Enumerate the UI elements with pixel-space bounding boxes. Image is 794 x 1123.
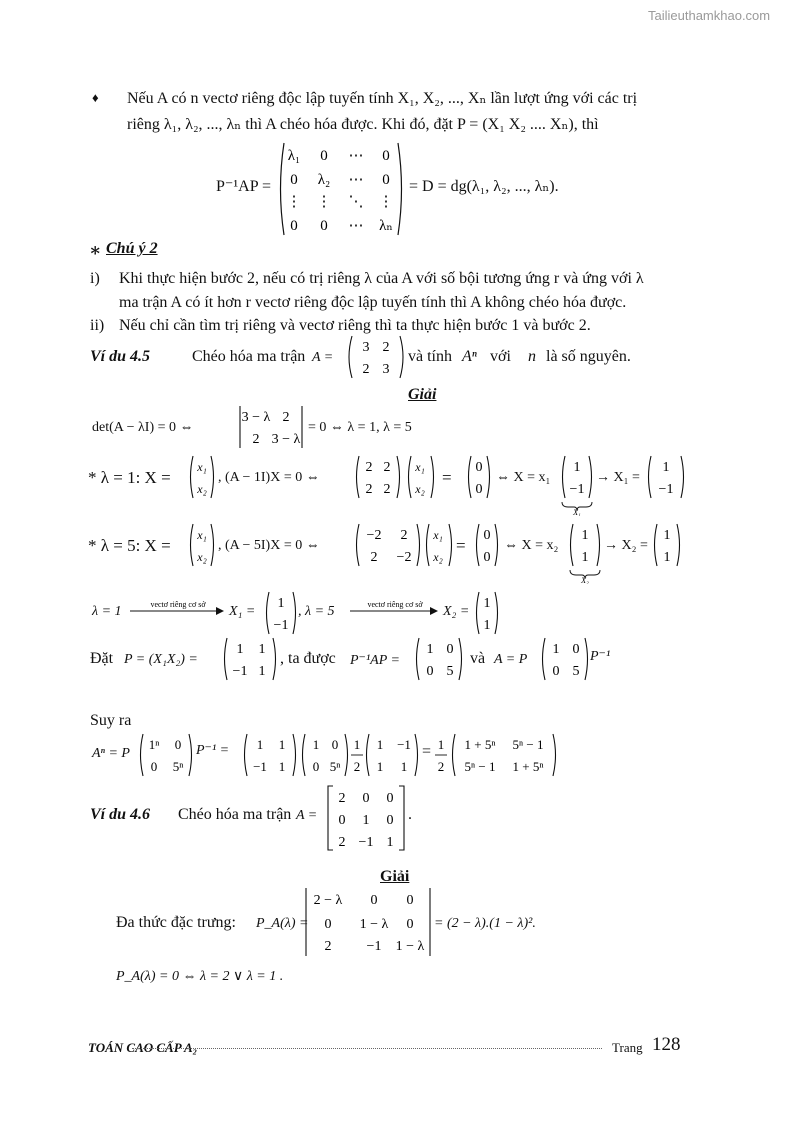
matrix-cell: −1 xyxy=(253,759,267,774)
vector-cell: x₁ xyxy=(415,460,425,474)
an-lhs: Aⁿ = P xyxy=(92,746,130,761)
matrix-cell: 2 xyxy=(362,362,370,377)
l1-arrow: → X₁ = xyxy=(596,470,640,485)
svg-text:1: 1 xyxy=(437,737,445,752)
ex45-n: n xyxy=(528,348,536,365)
matrix-cell: 0 xyxy=(426,664,434,679)
matrix-cell: −1 xyxy=(397,737,411,752)
basis-arrow1 xyxy=(130,598,226,618)
an-m2 xyxy=(242,732,298,778)
an-m4 xyxy=(364,732,420,778)
matrix-cell: 1ⁿ xyxy=(148,737,160,752)
basis-vec1 xyxy=(264,590,298,636)
solution2-title: Giải xyxy=(380,868,410,885)
vector-cell: −1 xyxy=(273,618,289,633)
matrix-cell: 0 xyxy=(150,759,158,774)
char-rhs: = (2 − λ).(1 − λ)². xyxy=(434,916,536,931)
dat-D2 xyxy=(540,636,590,682)
matrix-cell: 1 xyxy=(258,664,266,679)
matrix-cell: 0 xyxy=(324,917,332,932)
matrix-cell: 1 xyxy=(552,642,560,657)
l1-xvec xyxy=(188,454,216,500)
vector-cell: x₂ xyxy=(197,482,207,496)
bullet-icon: ♦ xyxy=(92,90,99,105)
l5-xvec2 xyxy=(424,522,454,568)
vector-cell: 1 xyxy=(581,528,589,543)
eq1-matrix xyxy=(276,140,406,238)
vector-cell: 0 xyxy=(483,550,491,565)
matrix-cell: 3 xyxy=(382,362,390,377)
matrix-cell: 5ⁿ − 1 xyxy=(464,759,496,774)
ex45-A: A = xyxy=(312,350,334,365)
det-matrix xyxy=(238,404,304,450)
matrix-cell: 1 xyxy=(376,759,384,774)
matrix-cell: ⋮ xyxy=(286,194,302,210)
vector-cell: 0 xyxy=(475,482,483,497)
ex45-An: Aⁿ xyxy=(462,348,477,365)
watermark: Tailieuthamkhao.com xyxy=(648,8,771,23)
matrix-cell: 3 xyxy=(362,340,370,355)
svg-text:2: 2 xyxy=(353,759,361,774)
note-i-line1: Khi thực hiện bước 2, nếu có trị riêng λ của A với số bội tương ứng r và ứng với λ xyxy=(119,270,644,287)
matrix-cell: 0 xyxy=(406,917,414,932)
ex45-matrix xyxy=(346,334,406,380)
vector-cell: 1 xyxy=(662,460,670,475)
matrix-cell: 0 xyxy=(572,642,580,657)
matrix-cell: 2 xyxy=(282,410,290,425)
matrix-cell: λ₁ xyxy=(287,148,301,164)
l5-ans: ⇔ X = x₂ xyxy=(504,538,559,553)
dat-Pinv: P⁻¹ xyxy=(590,649,611,664)
vector-cell: 1 xyxy=(581,550,589,565)
matrix-cell: λ₂ xyxy=(317,172,331,188)
footer-title: TOÁN CAO CẤP A₂ xyxy=(88,1040,198,1055)
matrix-cell: 2 xyxy=(370,550,378,565)
matrix-cell: 1 xyxy=(278,759,286,774)
dat-mid: , ta được xyxy=(280,650,336,667)
matrix-cell: 0 xyxy=(320,148,328,164)
l1-zero xyxy=(466,454,492,500)
vector-cell: 1 xyxy=(573,460,581,475)
ex45-text3: với xyxy=(490,348,511,365)
note-star-icon: ∗ xyxy=(89,240,102,260)
matrix-cell: 1 − λ xyxy=(395,939,425,954)
char-matrix xyxy=(304,886,432,958)
vector-cell: −1 xyxy=(658,482,674,497)
matrix-cell: λₙ xyxy=(379,218,393,234)
matrix-cell: 0 xyxy=(320,218,328,234)
dat-P: P = (X₁X₂) = xyxy=(124,652,198,667)
para1-line2: riêng λ₁, λ₂, ..., λₙ thì A chéo hóa được. Khi đó, đặt P = (X₁ X₂ .... Xₙ), thì xyxy=(127,116,599,133)
roots: P_A(λ) = 0 ⇔ λ = 2 ∨ λ = 1 . xyxy=(116,969,284,984)
l1-matrix xyxy=(354,454,402,500)
note-i-line2: ma trận A có ít hơn r vectơ riêng độc lập tuyến tính thì A không chéo hóa được. xyxy=(119,294,627,311)
suyra: Suy ra xyxy=(90,712,132,729)
matrix-cell: −1 xyxy=(358,835,374,850)
an-m3 xyxy=(300,732,350,778)
matrix-cell: 0 xyxy=(290,172,298,188)
footer-page: 128 xyxy=(652,1034,681,1055)
l5-mid: , (A − 5I)X = 0 ⇔ xyxy=(218,538,320,553)
det-lhs: det(A − λI) = 0 ⇔ xyxy=(92,420,194,435)
l5-xvec xyxy=(188,522,216,568)
ex45-label: Ví du 4.5 xyxy=(90,348,151,365)
l1-prefix: * λ = 1: X = xyxy=(88,468,171,487)
dat-Pmatrix xyxy=(222,636,278,682)
basis-X2: X₂ = xyxy=(443,604,470,619)
l1-eq: = xyxy=(442,468,452,487)
l1-mid: , (A − 1I)X = 0 ⇔ xyxy=(218,470,320,485)
svg-text:2: 2 xyxy=(437,759,445,774)
basis-vec2 xyxy=(474,590,500,636)
matrix-cell: 0 xyxy=(386,791,394,806)
matrix-cell: 0 xyxy=(382,172,390,188)
matrix-cell: 0 xyxy=(362,791,370,806)
matrix-cell: 1 xyxy=(362,813,370,828)
matrix-cell: −1 xyxy=(366,939,382,954)
svg-text:1: 1 xyxy=(353,737,361,752)
matrix-cell: 2 xyxy=(383,482,391,497)
matrix-cell: 0 xyxy=(446,642,454,657)
ex46-A: A = xyxy=(296,808,318,823)
ex46-dot: . xyxy=(408,806,412,823)
svg-text:X₂: X₂ xyxy=(581,576,589,584)
matrix-cell: 2 xyxy=(338,791,346,806)
matrix-cell: 1 + 5ⁿ xyxy=(512,759,544,774)
matrix-cell: 5 xyxy=(572,664,580,679)
vector-cell: 1 xyxy=(277,596,285,611)
vector-cell: x₁ xyxy=(433,528,443,542)
matrix-cell: 0 xyxy=(382,148,390,164)
matrix-cell: 0 xyxy=(312,759,320,774)
vector-cell: x₁ xyxy=(197,528,207,542)
ex46-label: Ví du 4.6 xyxy=(90,806,151,823)
dat-A: A = P xyxy=(494,652,528,667)
vector-cell: 0 xyxy=(475,460,483,475)
matrix-cell: 2 xyxy=(252,432,260,447)
footer-rule xyxy=(132,1048,602,1049)
matrix-cell: 3 − λ xyxy=(241,410,271,425)
matrix-cell: 0 xyxy=(331,737,339,752)
an-pinv: P⁻¹ = xyxy=(196,743,230,758)
ex46-matrix xyxy=(326,784,406,852)
an-eq: = xyxy=(422,743,432,760)
vector-cell: 1 xyxy=(483,618,491,633)
vector-cell: x₂ xyxy=(197,550,207,564)
matrix-cell: 5ⁿ xyxy=(172,759,184,774)
l1-vec2 xyxy=(646,454,686,500)
basis-lam5: , λ = 5 xyxy=(298,604,335,619)
footer-trang: Trang xyxy=(612,1040,643,1055)
vector-cell: x₂ xyxy=(415,482,425,496)
vector-cell: 1 xyxy=(663,528,671,543)
l5-zero xyxy=(474,522,500,568)
solution-title: Giải xyxy=(408,386,437,403)
matrix-cell: 5ⁿ xyxy=(329,759,341,774)
matrix-cell: 1 xyxy=(312,737,320,752)
basis-lam1: λ = 1 xyxy=(92,604,122,619)
matrix-cell: 0 xyxy=(406,893,414,908)
matrix-cell: 0 xyxy=(338,813,346,828)
l1-xvec2 xyxy=(406,454,436,500)
matrix-cell: 1 xyxy=(400,759,408,774)
matrix-cell: 1 xyxy=(256,737,264,752)
basis-arrow2 xyxy=(350,598,440,618)
vector-cell: 1 xyxy=(663,550,671,565)
l1-vec xyxy=(560,454,594,516)
matrix-cell: 1 xyxy=(236,642,244,657)
matrix-cell: ⋮ xyxy=(378,194,394,210)
svg-text:vectơ riêng cơ sở: vectơ riêng cơ sở xyxy=(150,600,206,609)
dat-D xyxy=(414,636,464,682)
svg-text:vectơ riêng cơ sở: vectơ riêng cơ sở xyxy=(367,600,423,609)
l5-vec2 xyxy=(652,522,682,568)
matrix-cell: 2 xyxy=(365,482,373,497)
l5-matrix xyxy=(354,522,422,568)
matrix-cell: 0 xyxy=(174,737,182,752)
matrix-cell: 1 xyxy=(258,642,266,657)
matrix-cell: 1 − λ xyxy=(359,917,389,932)
matrix-cell: 0 xyxy=(552,664,560,679)
basis-X1: X₁ = xyxy=(229,604,256,619)
eq1-rhs: = D = dg(λ₁, λ₂, ..., λₙ). xyxy=(409,178,559,195)
l1-ans: ⇔ X = x₁ xyxy=(496,470,551,485)
matrix-cell: 2 xyxy=(382,340,390,355)
dat-va: và xyxy=(470,650,486,667)
ex45-text4: là số nguyên. xyxy=(546,348,631,365)
vector-cell: x₁ xyxy=(197,460,207,474)
char-P: P_A(λ) = xyxy=(256,916,309,931)
note-title: Chú ý 2 xyxy=(106,240,158,257)
matrix-cell: 2 − λ xyxy=(313,893,343,908)
an-m5 xyxy=(450,732,558,778)
matrix-cell: ⋯ xyxy=(348,218,364,234)
l5-prefix: * λ = 5: X = xyxy=(88,536,171,555)
det-rhs: = 0 ⇔ λ = 1, λ = 5 xyxy=(308,420,412,435)
l5-eq: = xyxy=(456,536,466,555)
ex46-text: Chéo hóa ma trận xyxy=(178,806,292,823)
matrix-cell: 1 xyxy=(376,737,384,752)
matrix-cell: 2 xyxy=(383,460,391,475)
matrix-cell: 5 xyxy=(446,664,454,679)
matrix-cell: 1 + 5ⁿ xyxy=(464,737,496,752)
vector-cell: −1 xyxy=(569,482,585,497)
vector-cell: x₂ xyxy=(433,550,443,564)
matrix-cell: ⋯ xyxy=(348,148,364,164)
vector-cell: 1 xyxy=(483,596,491,611)
vector-cell: 0 xyxy=(483,528,491,543)
an-half2 xyxy=(434,732,448,778)
an-half xyxy=(350,732,364,778)
matrix-cell: 2 xyxy=(400,528,408,543)
matrix-cell: ⋯ xyxy=(348,172,364,188)
matrix-cell: 0 xyxy=(386,813,394,828)
l5-arrow: → X₂ = xyxy=(604,538,648,553)
matrix-cell: 0 xyxy=(370,893,378,908)
ex45-text1: Chéo hóa ma trận xyxy=(192,348,306,365)
matrix-cell: ⋱ xyxy=(348,194,364,210)
char-label: Đa thức đặc trưng: xyxy=(116,914,236,931)
note-i-label: i) xyxy=(90,270,100,287)
matrix-cell: 1 xyxy=(386,835,394,850)
eq1-lhs: P⁻¹AP = xyxy=(216,178,272,195)
ex45-text2: và tính xyxy=(408,348,452,365)
note-ii-label: ii) xyxy=(90,317,105,334)
matrix-cell: 2 xyxy=(324,939,332,954)
note-ii-line: Nếu chỉ cần tìm trị riêng và vectơ riêng thì ta thực hiện bước 1 và bước 2. xyxy=(119,317,591,334)
matrix-cell: 0 xyxy=(290,218,298,234)
matrix-cell: 2 xyxy=(365,460,373,475)
matrix-cell: −2 xyxy=(366,528,382,543)
matrix-cell: 5ⁿ − 1 xyxy=(512,737,544,752)
matrix-cell: 2 xyxy=(338,835,346,850)
matrix-cell: 1 xyxy=(278,737,286,752)
matrix-cell: −1 xyxy=(232,664,248,679)
dat-PAP: P⁻¹AP = xyxy=(350,653,400,668)
matrix-cell: 1 xyxy=(426,642,434,657)
matrix-cell: ⋮ xyxy=(316,194,332,210)
an-m1 xyxy=(138,732,194,778)
dat-text: Đặt xyxy=(90,650,114,667)
para1-line1: Nếu A có n vectơ riêng độc lập tuyến tính X₁, X₂, ..., Xₙ lần lượt ứng với các trị xyxy=(127,90,638,107)
matrix-cell: 3 − λ xyxy=(271,432,301,447)
l5-vec xyxy=(568,522,602,584)
matrix-cell: −2 xyxy=(396,550,412,565)
svg-text:X₁: X₁ xyxy=(573,508,581,516)
